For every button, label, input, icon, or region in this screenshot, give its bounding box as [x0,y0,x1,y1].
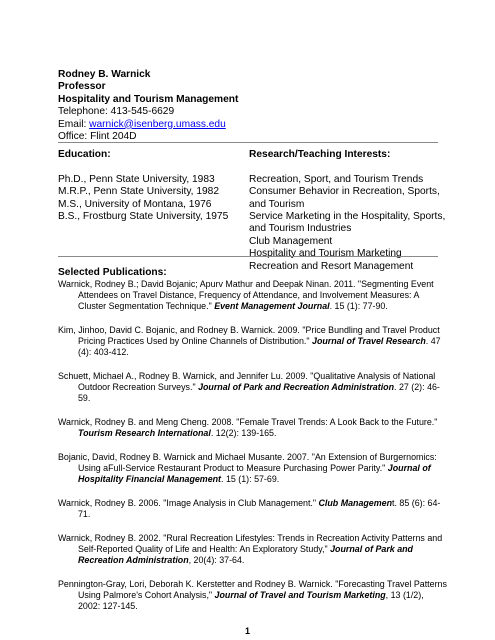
telephone: Telephone: 413-545-6629 [58,106,175,118]
publication-citation: . 47 (4): 403-412. [78,335,441,357]
publication-entry [58,452,448,484]
publication-citation: . 15 (1): 57-69. [221,473,280,484]
research-section [249,149,445,273]
department: Hospitality and Tourism Management [58,93,239,105]
publication-entry [58,533,448,565]
publication-entry [58,371,448,403]
research-line: Hospitality and Tourism Marketing [249,248,402,260]
education-heading: Education: [58,149,111,160]
journal-title: Journal of Travel and Tourism Marketing [214,590,386,601]
journal-title: Club Managemen [318,498,392,509]
publication-entry [58,279,448,311]
publication-text: Kim, Jinhoo, David C. Bojanic, and Rodney B. Warnick. 2009. "Price Bundling and Travel Product Pricing Practices Used by Online Channels of Distribution." [58,324,440,346]
journal-title: Journal of Park and Recreation Administration [78,544,413,565]
publication-citation: , 13 (1/2), 2002: 127-145. [78,590,424,611]
journal-title: Journal of Hospitality Financial Management [78,462,431,484]
publication-entry [58,579,448,611]
research-heading: Research/Teaching Interests: [249,149,391,160]
publication-citation: . 27 (2): 46-59. [78,381,440,403]
contact-header [58,69,238,143]
education-item: Ph.D., Penn State University, 1983 [58,173,215,185]
research-line: and Tourism Industries [249,223,352,235]
research-line: Recreation, Sport, and Tourism Trends [249,173,424,185]
publication-text: Schuett, Michael A., Rodney B. Warnick, and Jennifer Lu. 2009. "Qualitative Analysis of National Outdoor Recreation Surveys." [58,370,436,392]
person-name: Rodney B. Warnick [58,69,151,80]
journal-title: Event Management Journal [214,300,330,311]
research-line: Consumer Behavior in Recreation, Sports, [249,186,440,198]
journal-title: Journal of Park and Recreation Administration [198,381,395,392]
research-line: Club Management [249,235,333,247]
education-item: M.R.P., Penn State University, 1982 [58,186,220,198]
office: Office: Flint 204D [58,131,137,143]
education-item: M.S., University of Montana, 1976 [58,198,212,210]
publications-list [58,279,448,625]
publication-text: Pennington-Gray, Lori, Deborah K. Kerstetter and Rodney B. Warnick. "Forecasting Travel Patterns Using Palmore's Cohort Analysis," [58,579,447,601]
email-line [58,119,238,131]
publication-text: Warnick, Rodney B. 2006. "Image Analysis in Club Management." [58,498,319,509]
research-line: Service Marketing in the Hospitality, Sports, [249,211,446,223]
divider-bottom [58,256,438,257]
research-line: and Tourism [249,198,305,210]
email-link[interactable]: warnick@isenberg.umass.edu [89,118,226,130]
journal-title: Tourism Research International [78,427,211,438]
publication-entry [58,325,448,357]
person-title: Professor [58,81,106,93]
publication-text: Warnick, Rodney B.; David Bojanic; Apurv Mathur and Deepak Ninan. 2011. "Segmenting Event Attendees on Travel Distance, Frequency of Attendance, and Involvement Measures: A Cluster Segmentation Technique." [58,279,434,311]
publication-citation: t. 85 (6): 64-71. [78,498,441,519]
publication-entry [58,417,448,439]
research-line: Recreation and Resort Management [249,260,414,272]
publication-text: Warnick, Rodney B. and Meng Cheng. 2008. "Female Travel Trends: A Look Back to the Future." [58,416,438,427]
page-number: 1 [244,626,250,636]
publication-text: Warnick, Rodney B. 2002. "Rural Recreation Lifestyles: Trends in Recreation Activity Patterns and Self-Reported Quality of Life and Health: An Exploratory Study," [58,533,443,555]
journal-title: Journal of Travel Research [312,335,426,346]
publication-text: Bojanic, David, Rodney B. Warnick and Michael Musante. 2007. "An Extension of Burgernomics: Using aFull-Service Restaurant Product to Measure Purchasing Power Parity." [58,452,437,473]
publication-entry [58,498,448,520]
publications-heading: Selected Publications: [58,267,167,278]
education-item: B.S., Frostburg State University, 1975 [58,211,229,223]
publication-citation: , 20(4): 37-64. [188,554,245,565]
publication-citation: . 12(2): 139-165. [210,427,277,438]
education-section [58,149,228,223]
email-label: Email: [58,118,90,130]
divider-top [58,142,438,143]
publication-citation: . 15 (1): 77-90. [329,300,388,311]
